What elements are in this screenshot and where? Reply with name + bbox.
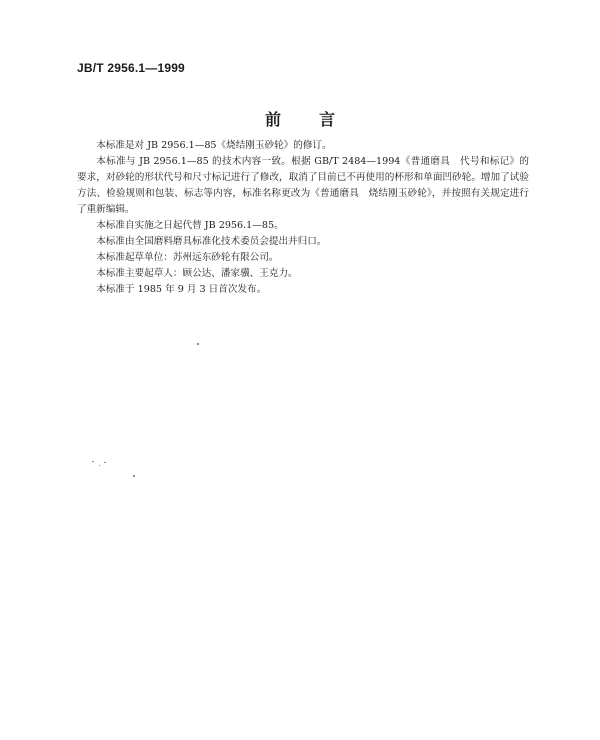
scan-speck <box>197 343 199 345</box>
paragraph-first-issue: 本标准于 1985 年 9 月 3 日首次发布。 <box>96 284 267 295</box>
standard-code: JB/T 2956.1—1999 <box>77 61 185 75</box>
paragraph-drafters: 本标准主要起草人：顾公达、潘家骥、王克力。 <box>96 268 298 279</box>
scan-speck <box>99 465 100 466</box>
scan-speck <box>92 461 94 462</box>
foreword-body <box>77 138 529 298</box>
paragraph-drafting-unit: 本标准起草单位：苏州远东砂轮有限公司。 <box>96 252 279 263</box>
page-title: 前言 <box>264 110 373 129</box>
paragraph-revision: 本标准是对 JB 2956.1—85《烧结刚玉砂轮》的修订。 <box>96 140 332 151</box>
paragraph-proposer: 本标准由全国磨料磨具标准化技术委员会提出并归口。 <box>96 236 327 247</box>
paragraph-technical-content: 本标准与 JB 2956.1—85 的技术内容一致。根据 GB/T 2484—1994《普通磨具 代号和标记》的要求，对砂轮的形状代号和尺寸标记进行了修改，取消了目前已不再使用的杯形和单面凹砂轮。增加了试验方法、检验规则和包装、标志等内容，标准名称更改为《普通磨具 烧结刚玉砂轮》，并按照有关规定进行了重新编辑。 <box>77 156 529 215</box>
paragraph-replacement: 本标准自实施之日起代替 JB 2956.1—85。 <box>96 220 284 231</box>
scan-speck <box>133 475 135 477</box>
scan-speck <box>104 462 106 463</box>
